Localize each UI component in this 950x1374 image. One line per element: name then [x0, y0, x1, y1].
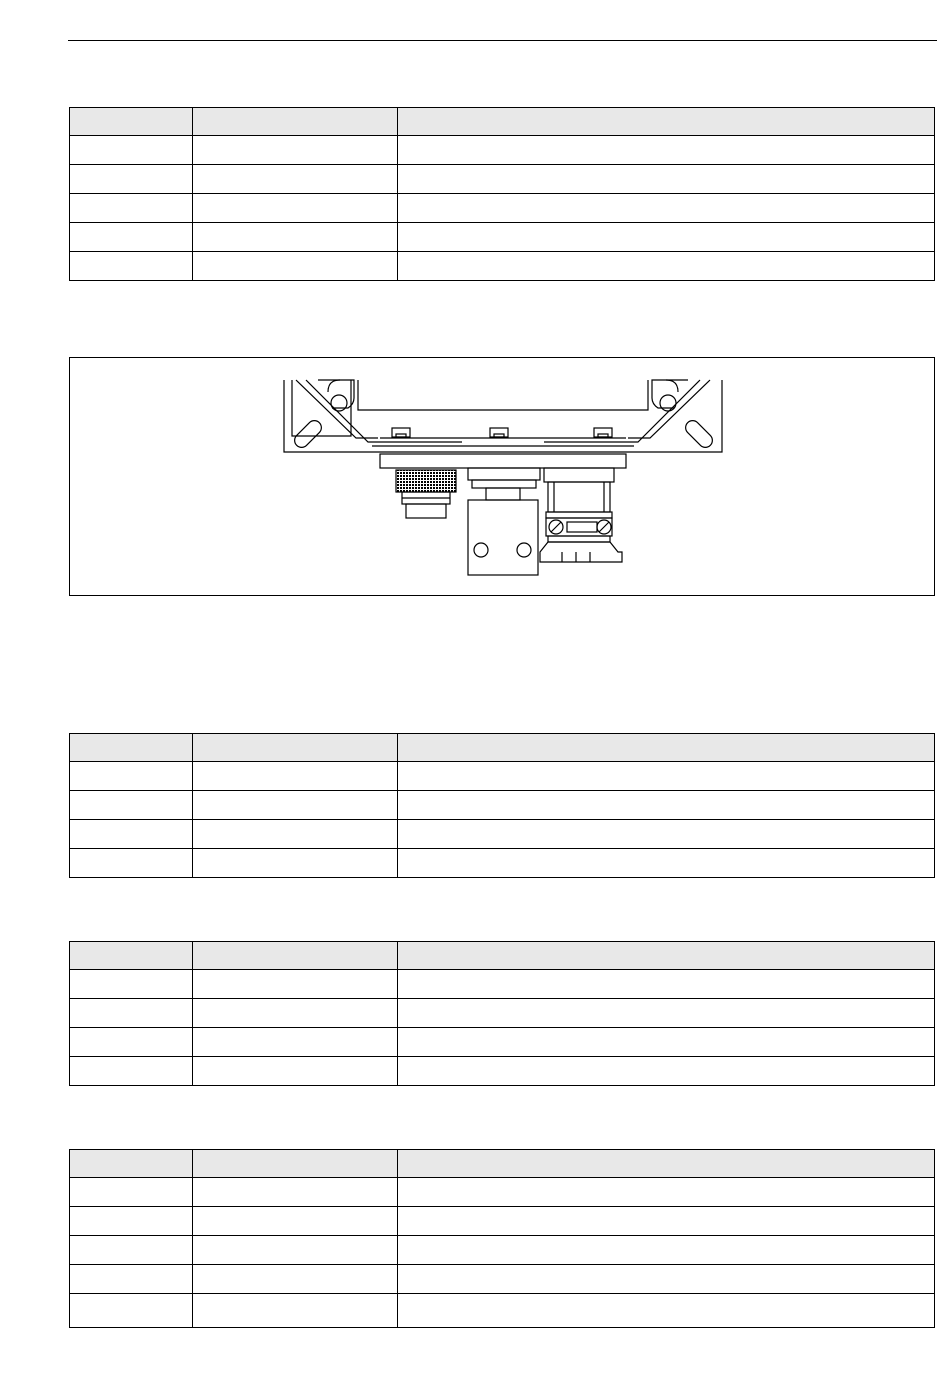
table-cell [70, 223, 193, 252]
table-cell [398, 1207, 935, 1236]
table-cell [398, 1178, 935, 1207]
header-cell [193, 1150, 398, 1178]
left-corner-diagonal [306, 380, 462, 442]
header-cell [193, 108, 398, 136]
table-row [70, 1028, 935, 1057]
table-row [70, 1178, 935, 1207]
table-cell [193, 849, 398, 878]
table-cell [193, 999, 398, 1028]
table-cell [193, 1178, 398, 1207]
header-cell [193, 734, 398, 762]
header-cell [70, 734, 193, 762]
table-row [70, 849, 935, 878]
spec-table-1 [69, 107, 935, 281]
cable-gland-nut [544, 468, 614, 482]
table-row [70, 1207, 935, 1236]
table-cell [398, 999, 935, 1028]
table-cell [398, 136, 935, 165]
table-cell [70, 136, 193, 165]
table-cell [70, 194, 193, 223]
bracket-hole [474, 543, 488, 557]
table-cell [193, 820, 398, 849]
header-cell [398, 734, 935, 762]
table-cell [70, 791, 193, 820]
header-cell [398, 108, 935, 136]
left-slot-hole [292, 418, 325, 451]
cable-gland-base [540, 542, 622, 562]
spec-table-4 [69, 1149, 935, 1328]
table-row [70, 252, 935, 281]
table-cell [193, 194, 398, 223]
left-corner-pocket [328, 380, 354, 408]
table-cell [70, 762, 193, 791]
table-row [70, 194, 935, 223]
header-rule [68, 40, 937, 41]
connector-shaft [406, 504, 446, 518]
housing-figure [69, 357, 935, 596]
table-cell [193, 223, 398, 252]
table-row [70, 820, 935, 849]
screw-head [392, 428, 410, 437]
table-row [70, 1294, 935, 1328]
right-corner-diagonal [544, 380, 700, 442]
table-cell [193, 970, 398, 999]
screw-head [594, 428, 612, 437]
table-cell [193, 136, 398, 165]
header-cell [398, 942, 935, 970]
table-cell [70, 1236, 193, 1265]
table-cell [193, 1294, 398, 1328]
table-row [70, 791, 935, 820]
table-cell [398, 791, 935, 820]
spec-table-3 [69, 941, 935, 1086]
housing-top-recess [358, 380, 648, 410]
table-cell [398, 223, 935, 252]
table-row [70, 136, 935, 165]
header-cell [70, 1150, 193, 1178]
table-row [70, 1057, 935, 1086]
table-cell [398, 849, 935, 878]
table-cell [70, 999, 193, 1028]
table-cell [193, 252, 398, 281]
table-cell [193, 762, 398, 791]
table-cell [398, 970, 935, 999]
housing-outline [284, 380, 722, 452]
table-cell [70, 165, 193, 194]
table-cell [70, 970, 193, 999]
table-cell [70, 1265, 193, 1294]
table-cell [70, 1178, 193, 1207]
knurled-connector [396, 470, 456, 492]
table-cell [70, 820, 193, 849]
table-cell [193, 1265, 398, 1294]
table-cell [70, 1028, 193, 1057]
table-row [70, 1265, 935, 1294]
table-cell [398, 252, 935, 281]
spec-table-2 [69, 733, 935, 878]
header-cell [70, 108, 193, 136]
table-cell [398, 1057, 935, 1086]
table-cell [70, 1057, 193, 1086]
table-row [70, 165, 935, 194]
table-cell [193, 1028, 398, 1057]
table-header-row [70, 108, 935, 136]
header-cell [193, 942, 398, 970]
table-cell [398, 1265, 935, 1294]
table-cell [193, 1057, 398, 1086]
table-cell [193, 1207, 398, 1236]
screw-head [490, 428, 508, 437]
table-cell [193, 791, 398, 820]
table-cell [398, 1294, 935, 1328]
table-cell [398, 762, 935, 791]
bracket-hole [517, 543, 531, 557]
left-screw-hole [331, 395, 347, 411]
mounting-bracket [468, 500, 538, 575]
table-cell [70, 1294, 193, 1328]
table-row [70, 970, 935, 999]
table-header-row [70, 942, 935, 970]
header-cell [70, 942, 193, 970]
table-row [70, 223, 935, 252]
table-cell [70, 849, 193, 878]
right-corner-pocket [652, 380, 678, 408]
table-header-row [70, 1150, 935, 1178]
table-header-row [70, 734, 935, 762]
base-plate [380, 454, 626, 468]
table-cell [70, 252, 193, 281]
table-row [70, 999, 935, 1028]
table-cell [398, 165, 935, 194]
right-slot-hole [683, 418, 716, 451]
table-cell [398, 1028, 935, 1057]
table-row [70, 762, 935, 791]
table-cell [193, 1236, 398, 1265]
table-cell [398, 194, 935, 223]
right-corner-diagonal [628, 380, 710, 438]
table-cell [398, 1236, 935, 1265]
left-corner-diagonal [296, 380, 378, 438]
table-row [70, 1236, 935, 1265]
clamp-body [468, 468, 540, 480]
table-cell [70, 1207, 193, 1236]
table-cell [193, 165, 398, 194]
table-cell [398, 820, 935, 849]
housing-drawing [70, 358, 936, 597]
header-cell [398, 1150, 935, 1178]
right-screw-hole [660, 395, 676, 411]
